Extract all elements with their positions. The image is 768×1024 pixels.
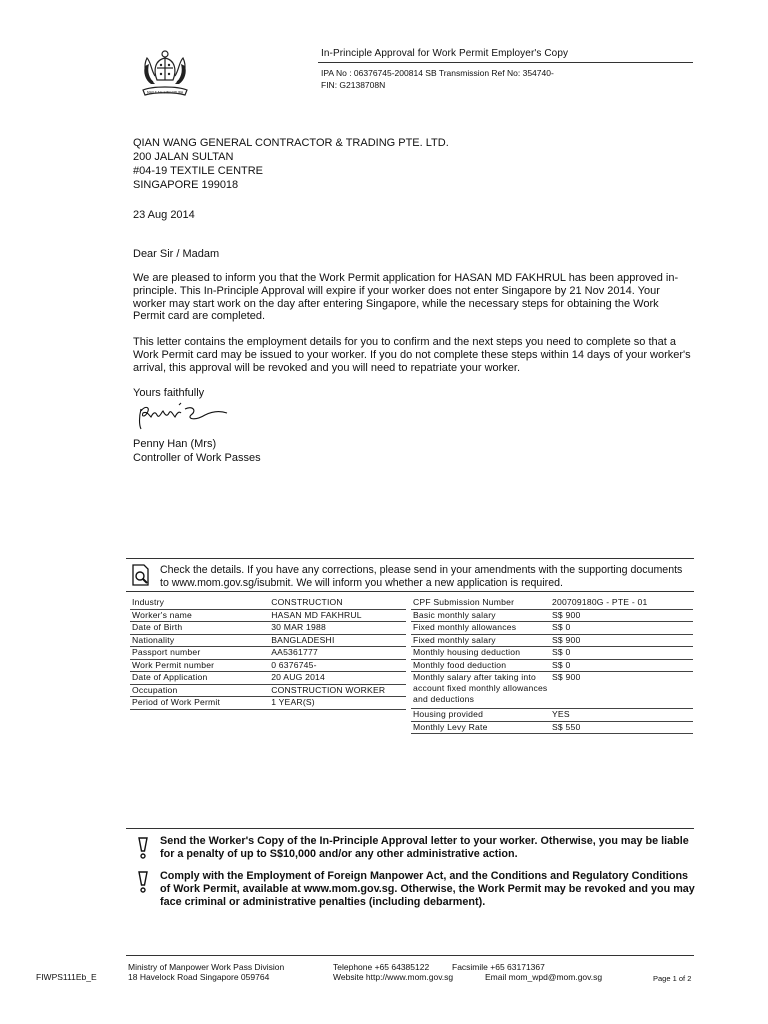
signer-title: Controller of Work Passes [133, 452, 261, 464]
address-line: SINGAPORE 199018 [133, 179, 239, 191]
ipa-number: IPA No : 06376745-200814 SB Transmission Ref No: 354740- [321, 68, 554, 78]
table-row [130, 659, 406, 672]
detail-label: Monthly food deduction [411, 659, 550, 672]
detail-label: CPF Submission Number [411, 597, 550, 609]
table-row [411, 647, 693, 660]
ministry-address: 18 Havelock Road Singapore 059764 [128, 972, 270, 982]
body-paragraph-1: We are pleased to inform you that the Work Permit application for HASAN MD FAKHRUL has been approved in-principle. This In-Principle Approval will expire if your worker does not enter Singapore by 21 Nov 2014. Your worker may start work on the day after entering Singapore, while the necessary steps for obtaining the Work Permit card are completed. [133, 272, 679, 323]
detail-value: 0 6376745- [269, 659, 406, 672]
detail-value: YES [550, 709, 693, 722]
facsimile: Facsimile +65 63171367 [452, 962, 545, 972]
fin-number: FIN: G2138708N [321, 80, 386, 90]
table-row [411, 721, 693, 734]
detail-value: S$ 900 [550, 634, 693, 647]
signature-image [135, 399, 235, 431]
section-divider [126, 828, 694, 829]
table-row [130, 622, 406, 635]
singapore-crest-logo [133, 46, 197, 102]
table-row [411, 709, 693, 722]
detail-value: S$ 0 [550, 622, 693, 635]
exclamation-icon [137, 836, 149, 860]
header-divider [318, 62, 693, 63]
table-row [130, 634, 406, 647]
page-number: Page 1 of 2 [653, 974, 692, 983]
address-line: 200 JALAN SULTAN [133, 151, 234, 163]
detail-value: S$ 550 [550, 721, 693, 734]
crest-motto: MAJULAH SINGAPURA [146, 90, 184, 95]
signer-name: Penny Han (Mrs) [133, 438, 217, 450]
detail-label: Fixed monthly allowances [411, 622, 550, 635]
signer-block [133, 437, 261, 465]
detail-value: 1 YEAR(S) [269, 697, 406, 710]
table-row [130, 672, 406, 685]
detail-value: S$ 0 [550, 647, 693, 660]
salutation: Dear Sir / Madam [133, 248, 220, 260]
detail-value: 30 MAR 1988 [269, 622, 406, 635]
warning-send-copy: Send the Worker's Copy of the In-Principle Approval letter to your worker. Otherwise, you may be liable for a penalty of up to S$10,000 and/or any other administrative action. [160, 835, 689, 861]
detail-label: Date of Birth [130, 622, 269, 635]
table-row [411, 597, 693, 609]
detail-value: S$ 0 [550, 659, 693, 672]
document-title: In-Principle Approval for Work Permit Employer's Copy [321, 48, 569, 59]
form-code: FIWPS111Eb_E [36, 972, 97, 982]
body-paragraph-2: This letter contains the employment details for you to confirm and the next steps you need to complete so that a Work Permit card may be issued to your worker. If you do not complete these steps within 14 days of your worker's arrival, this approval will be revoked and you will need to repatriate your worker. [133, 336, 691, 374]
address-line: #04-19 TEXTILE CENTRE [133, 165, 264, 177]
section-divider [126, 558, 694, 559]
table-row [130, 697, 406, 710]
warning-comply-act: Comply with the Employment of Foreign Manpower Act, and the Conditions and Regulatory Conditions of Work Permit, available at www.mom.gov.sg. Otherwise, the Work Permit may be revoked and you may face criminal or administrative penalties (including debarment). [160, 870, 695, 909]
employment-details-left [130, 597, 406, 710]
detail-value: 200709180G - PTE - 01 [550, 597, 693, 609]
detail-value: S$ 900 [550, 672, 693, 709]
exclamation-icon [137, 870, 149, 894]
employer-address [133, 136, 449, 192]
detail-label: Basic monthly salary [411, 609, 550, 622]
employment-details-right [411, 597, 693, 734]
detail-label: Nationality [130, 634, 269, 647]
section-divider [126, 591, 694, 592]
detail-label: Housing provided [411, 709, 550, 722]
ministry-name: Ministry of Manpower Work Pass Division [128, 962, 285, 972]
detail-label: Occupation [130, 684, 269, 697]
detail-label: Passport number [130, 647, 269, 660]
detail-value: HASAN MD FAKHRUL [269, 609, 406, 622]
detail-label: Monthly salary after taking into account fixed monthly allowances and deductions [411, 672, 550, 709]
email-link[interactable]: Email mom_wpd@mom.gov.sg [485, 972, 603, 982]
telephone: Telephone +65 64385122 [333, 962, 430, 972]
table-row [411, 622, 693, 635]
detail-value: AA5361777 [269, 647, 406, 660]
detail-label: Fixed monthly salary [411, 634, 550, 647]
address-line: QIAN WANG GENERAL CONTRACTOR & TRADING PTE. LTD. [133, 137, 449, 149]
table-row [130, 647, 406, 660]
table-row [411, 672, 693, 709]
detail-label: Monthly housing deduction [411, 647, 550, 660]
table-row [130, 609, 406, 622]
detail-label: Date of Application [130, 672, 269, 685]
check-details-instruction: Check the details. If you have any corrections, please send in your amendments with the supporting documents to www.mom.gov.sg/isubmit. We will inform you whether a new application is required. [160, 564, 683, 589]
detail-value: 20 AUG 2014 [269, 672, 406, 685]
table-row [130, 597, 406, 609]
detail-value: CONSTRUCTION WORKER [269, 684, 406, 697]
detail-value: S$ 900 [550, 609, 693, 622]
magnifier-document-icon [131, 564, 151, 586]
detail-value: CONSTRUCTION [269, 597, 406, 609]
detail-label: Worker's name [130, 609, 269, 622]
table-row [411, 609, 693, 622]
reference-block [321, 67, 554, 91]
detail-label: Work Permit number [130, 659, 269, 672]
table-row [411, 659, 693, 672]
detail-label: Period of Work Permit [130, 697, 269, 710]
footer-divider [126, 955, 694, 956]
detail-value: BANGLADESHI [269, 634, 406, 647]
closing: Yours faithfully [133, 387, 205, 399]
detail-label: Monthly Levy Rate [411, 721, 550, 734]
website-link[interactable]: Website http://www.mom.gov.sg [333, 972, 454, 982]
table-row [130, 684, 406, 697]
table-row [411, 634, 693, 647]
detail-label: Industry [130, 597, 269, 609]
letter-date: 23 Aug 2014 [133, 209, 195, 221]
